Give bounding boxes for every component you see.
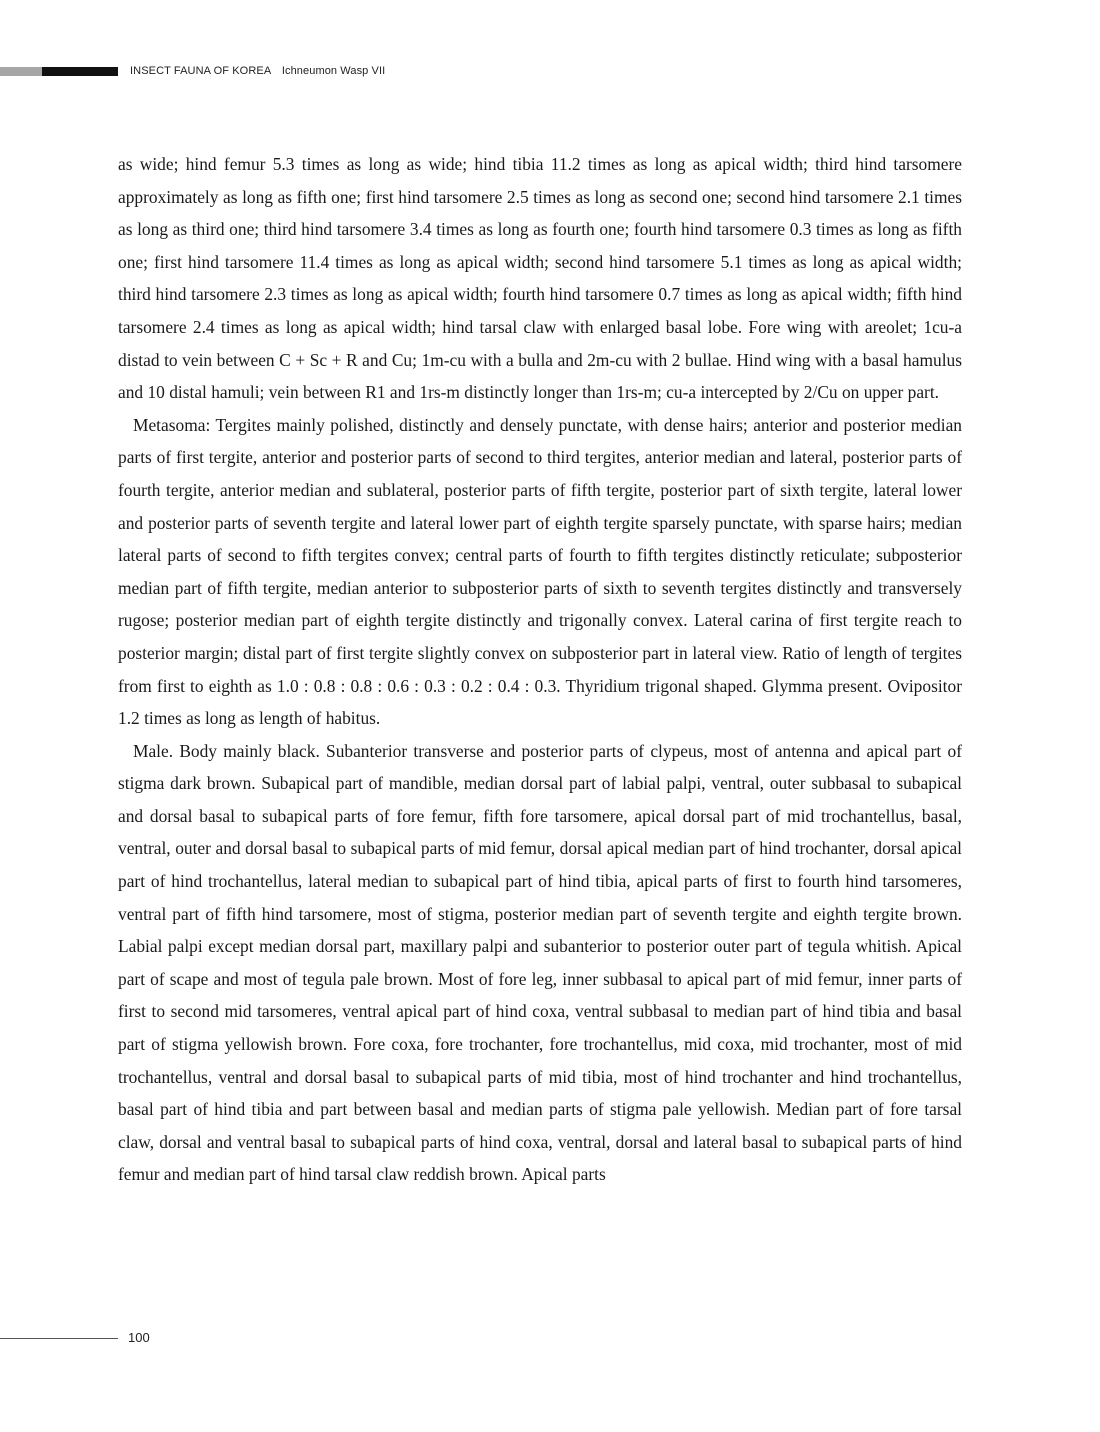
footer-rule: [0, 1338, 118, 1339]
running-header-subtitle: Ichneumon Wasp VII: [281, 65, 386, 77]
body-text: [118, 148, 962, 1191]
header-accent-bar-black: [42, 67, 118, 76]
paragraph-continued: as wide; hind femur 5.3 times as long as wide; hind tibia 11.2 times as long as apical width; third hind tarsomere approximately as long as fifth one; first hind tarsomere 2.5 times as long as second one; second hind tarsomere 2.1 times as long as third one; third hind tarsomere 3.4 times as long as fourth one; fourth hind tarsomere 0.3 times as long as fifth one; first hind tarsomere 11.4 times as long as apical width; second hind tarsomere 5.1 times as long as apical width; third hind tarsomere 2.3 times as long as apical width; fourth hind tarsomere 0.7 times as long as apical width; fifth hind tarsomere 2.4 times as long as apical width; hind tarsal claw with enlarged basal lobe. Fore wing with areolet; 1cu-a distad to vein between C + Sc + R and Cu; 1m-cu with a bulla and 2m-cu with 2 bullae. Hind wing with a basal hamulus and 10 distal hamuli; vein between R1 and 1rs-m distinctly longer than 1rs-m; cu-a intercepted by 2/Cu on upper part.: [118, 154, 962, 403]
paragraph-metasoma: Metasoma: Tergites mainly polished, distinctly and densely punctate, with dense hairs; anterior and posterior median parts of first tergite, anterior and posterior parts of second to third tergites, anterior median and lateral, posterior parts of fourth tergite, anterior median and sublateral, posterior parts of fifth tergite, posterior part of sixth tergite, lateral lower and posterior parts of seventh tergite and lateral lower part of eighth tergite sparsely punctate, with sparse hairs; median lateral parts of second to fifth tergites convex; central parts of fourth to fifth tergites distinctly reticulate; subposterior median part of fifth tergite, median anterior to subposterior parts of sixth to seventh tergites distinctly and transversely rugose; posterior median part of eighth tergite distinctly and trigonally convex. Lateral carina of first tergite reach to posterior margin; distal part of first tergite slightly convex on subposterior part in lateral view. Ratio of length of tergites from first to eighth as 1.0 : 0.8 : 0.8 : 0.6 : 0.3 : 0.2 : 0.4 : 0.3. Thyridium trigonal shaped. Glymma present. Ovipositor 1.2 times as long as length of habitus.: [118, 414, 962, 729]
running-header-title: INSECT FAUNA OF KOREA: [130, 65, 271, 77]
header-accent-bar-grey: [0, 67, 42, 76]
running-header: [130, 65, 385, 77]
paragraph-male: Male. Body mainly black. Subanterior transverse and posterior parts of clypeus, most of antenna and apical part of stigma dark brown. Subapical part of mandible, median dorsal part of labial palpi, ventral, outer subbasal to subapical and dorsal basal to subapical parts of fore femur, fifth fore tarsomere, apical dorsal part of mid trochantellus, basal, ventral, outer and dorsal basal to subapical parts of mid femur, dorsal apical median part of hind trochanter, dorsal apical part of hind trochantellus, lateral median to subapical part of hind tibia, apical parts of first to fourth hind tarsomeres, ventral part of fifth hind tarsomere, most of stigma, posterior median part of seventh tergite and eighth tergite brown. Labial palpi except median dorsal part, maxillary palpi and subanterior to posterior outer part of tegula whitish. Apical part of scape and most of tegula pale brown. Most of fore leg, inner subbasal to apical part of mid femur, inner parts of first to second mid tarsomeres, ventral apical part of hind coxa, ventral subbasal to median part of hind tibia and basal part of stigma yellowish brown. Fore coxa, fore trochanter, fore trochantellus, mid coxa, mid trochanter, most of mid trochantellus, ventral and dorsal basal to subapical parts of mid tibia, most of hind trochanter and hind trochantellus, basal part of hind tibia and part between basal and median parts of stigma pale yellowish. Median part of fore tarsal claw, dorsal and ventral basal to subapical parts of hind coxa, ventral, dorsal and lateral basal to subapical parts of hind femur and median part of hind tarsal claw reddish brown. Apical parts: [118, 740, 962, 1185]
page-number: 100: [128, 1330, 150, 1345]
